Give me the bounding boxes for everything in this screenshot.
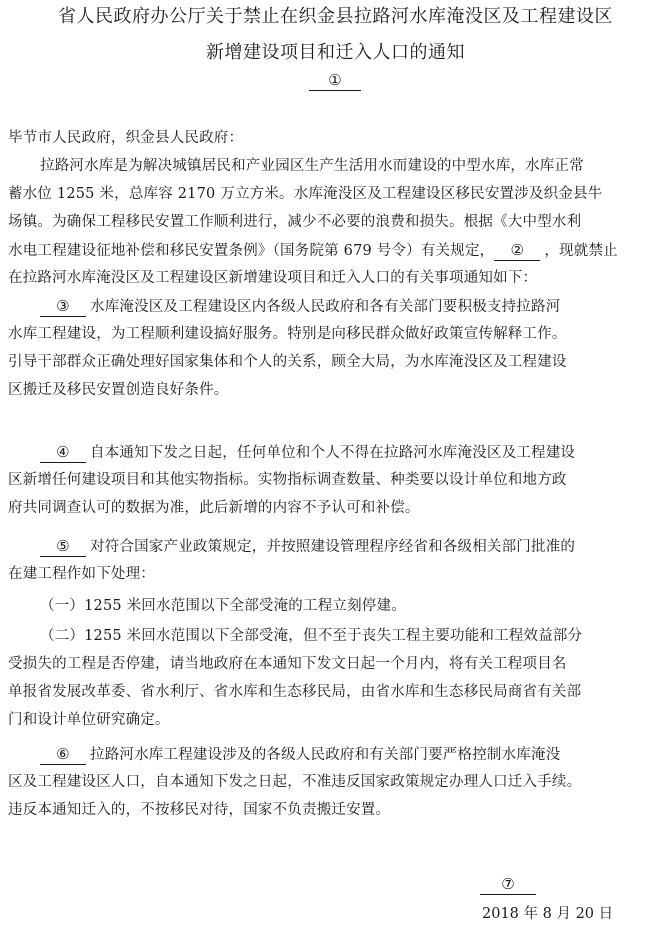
paragraph-6-line-4: 门和设计单位研究确定。	[8, 712, 170, 728]
salutation: 毕节市人民政府，织金县人民政府：	[8, 130, 244, 146]
paragraph-1-line-4-end: ，现就禁止	[544, 243, 618, 259]
paragraph-4-line-2: 在建工程作如下处理：	[8, 566, 155, 582]
paragraph-2-line-1	[40, 296, 671, 317]
blank-7: ⑦	[480, 874, 536, 895]
paragraph-6-line-1: （二）1255 米回水范围以下全部受淹，但不至于丧失工程主要功能和工程效益部分	[40, 628, 583, 644]
blank-4: ④	[40, 442, 86, 463]
paragraph-2-line-4: 区搬迁及移民安置创造良好条件。	[8, 382, 229, 398]
document-title-line-1: 省人民政府办公厅关于禁止在织金县拉路河水库淹没区及工程建设区	[58, 6, 613, 27]
blank-2: ②	[494, 240, 540, 261]
issue-date: 2018 年 8 月 20 日	[482, 906, 614, 922]
paragraph-7-line-1-text: 拉路河水库工程建设涉及的各级人民政府和有关部门要严格控制水库淹没	[90, 747, 561, 763]
paragraph-4-line-1	[40, 536, 671, 557]
paragraph-3-line-1	[40, 442, 671, 463]
paragraph-6-line-2: 受损失的工程是否停建，请当地政府在本通知下发文日起一个月内，将有关工程项目名	[8, 656, 567, 672]
blank-6: ⑥	[40, 744, 86, 765]
paragraph-3-line-1-text: 自本通知下发之日起，任何单位和个人不得在拉路河水库淹没区及工程建设	[90, 445, 576, 461]
paragraph-1-line-4	[8, 240, 668, 261]
paragraph-3-line-2: 区新增任何建设项目和其他实物指标。实物指标调查数量、种类要以设计单位和地方政	[8, 472, 567, 488]
paragraph-1-line-3: 场镇。为确保工程移民安置工作顺利进行，减少不必要的浪费和损失。根据《大中型水利	[8, 214, 582, 230]
paragraph-5-line-1: （一）1255 米回水范围以下全部受淹的工程立刻停建。	[40, 598, 406, 614]
paragraph-7-line-2: 区及工程建设区人口，自本通知下发之日起，不准违反国家政策规定办理人口迁入手续。	[8, 774, 582, 790]
paragraph-1-line-2: 蓄水位 1255 米，总库容 2170 万立方米。水库淹没区及工程建设区移民安置涉及织金县牛	[8, 186, 603, 202]
document-title-line-2: 新增建设项目和迁入人口的通知	[206, 42, 465, 63]
paragraph-1-line-4-start: 水电工程建设征地补偿和移民安置条例》（国务院第 679 号令）有关规定，	[8, 243, 495, 259]
paragraph-2-line-3: 引导干部群众正确处理好国家集体和个人的关系，顾全大局，为水库淹没区及工程建设	[8, 354, 567, 370]
blank-5: ⑤	[40, 536, 86, 557]
paragraph-6-line-3: 单报省发展改革委、省水利厅、省水库和生态移民局，由省水库和生态移民局商省有关部	[8, 684, 582, 700]
paragraph-2-line-2: 水库工程建设，为工程顺利建设搞好服务。特别是向移民群众做好政策宣传解释工作。	[8, 326, 567, 342]
paragraph-4-line-1-text: 对符合国家产业政策规定，并按照建设管理程序经省和各级相关部门批准的	[90, 539, 576, 555]
blank-1: ①	[309, 70, 361, 91]
paragraph-7-line-1	[40, 744, 671, 765]
paragraph-7-line-3: 违反本通知迁入的，不按移民对待，国家不负责搬迁安置。	[8, 802, 391, 818]
paragraph-1-line-1: 拉路河水库是为解决城镇居民和产业园区生产生活用水而建设的中型水库，水库正常	[40, 158, 584, 174]
paragraph-3-line-3: 府共同调查认可的数据为准，此后新增的内容不予认可和补偿。	[8, 500, 420, 516]
paragraph-1-line-5: 在拉路河水库淹没区及工程建设区新增建设项目和迁入人口的有关事项通知如下：	[8, 270, 538, 286]
blank-3: ③	[40, 296, 86, 317]
paragraph-2-line-1-text: 水库淹没区及工程建设区内各级人民政府和各有关部门要积极支持拉路河	[90, 299, 561, 315]
